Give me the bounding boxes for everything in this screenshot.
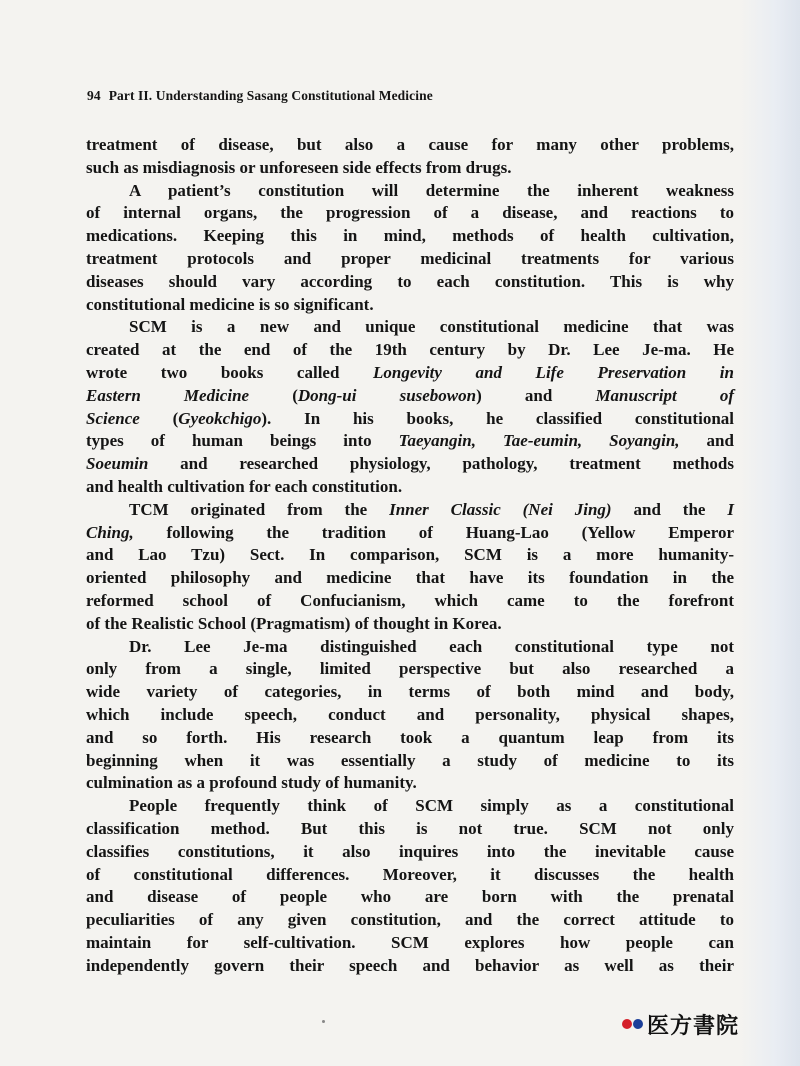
scan-speck [322, 1020, 325, 1023]
text-segment: SCM is a new and unique constitutional medicine that was [129, 317, 734, 337]
text-segment: created at the end of the 19th century by Dr. Lee Je-ma. He [86, 340, 734, 360]
text-line [86, 522, 734, 545]
text-line [86, 841, 734, 864]
text-segment: and Lao Tzu) Sect. In comparison, SCM is a more humanity- [86, 545, 734, 565]
italic-title-text: Ching, [86, 522, 134, 542]
text-line [86, 157, 734, 180]
text-line [86, 408, 734, 431]
text-segment: culmination as a profound study of humanity. [86, 773, 417, 793]
italic-title-text: Manuscript of [595, 385, 734, 405]
text-segment: independently govern their speech and behavior as well as their [86, 955, 734, 975]
text-line [86, 180, 734, 203]
text-line [86, 385, 734, 408]
text-segment: TCM originated from the [129, 499, 390, 519]
text-segment: which include speech, conduct and personality, physical shapes, [86, 704, 734, 724]
text-segment: of internal organs, the progression of a disease, and reactions to [86, 203, 734, 223]
text-segment: of constitutional differences. Moreover, it discusses the health [86, 864, 734, 884]
text-segment: peculiarities of any given constitution, and the correct attitude to [86, 910, 734, 930]
running-head [87, 88, 707, 104]
text-line [86, 225, 734, 248]
italic-title-text: Inner Classic (Nei Jing) [389, 499, 612, 519]
text-line [86, 613, 734, 636]
text-segment: constitutional medicine is so significant. [86, 294, 374, 314]
italic-title-text: Taeyangin, Tae-eumin, Soyangin, [398, 431, 680, 451]
text-line [86, 681, 734, 704]
text-line [86, 909, 734, 932]
italic-title-text: Soeumin [86, 454, 149, 474]
logo-red-dot-icon [622, 1019, 632, 1029]
italic-title-text: Dong-ui susebowon [297, 385, 477, 405]
text-segment: and [679, 431, 734, 451]
text-segment: following the tradition of Huang-Lao (Yellow Emperor [133, 522, 734, 542]
text-segment: beginning when it was essentially a study of medicine to its [86, 750, 734, 770]
text-segment: and so forth. His research took a quantum leap from its [86, 727, 734, 747]
body-text [86, 134, 734, 977]
text-line [86, 886, 734, 909]
text-line [86, 658, 734, 681]
text-line [86, 795, 734, 818]
text-line [86, 864, 734, 887]
text-segment: only from a single, limited perspective but also researched a [86, 659, 734, 679]
text-line [86, 316, 734, 339]
text-line [86, 932, 734, 955]
text-line [86, 339, 734, 362]
text-segment: Dr. Lee Je-ma distinguished each constitutional type not [129, 636, 734, 656]
publisher-logo-text: 医方書院 [647, 1012, 740, 1039]
text-line [86, 727, 734, 750]
text-segment: classifies constitutions, it also inquires into the inevitable cause [86, 841, 734, 861]
italic-title-text: Science [86, 408, 140, 428]
text-line [86, 772, 734, 795]
text-segment: and researched physiology, pathology, treatment methods [148, 454, 734, 474]
italic-title-text: I [727, 499, 734, 519]
italic-title-text: Eastern Medicine [86, 385, 250, 405]
text-segment: A patient’s constitution will determine the inherent weakness [129, 180, 734, 200]
text-line [86, 750, 734, 773]
text-line [86, 453, 734, 476]
text-line [86, 590, 734, 613]
text-segment: types of human beings into [86, 431, 399, 451]
text-segment: oriented philosophy and medicine that have its foundation in the [86, 568, 734, 588]
text-line [86, 818, 734, 841]
text-segment: treatment of disease, but also a cause for many other problems, [86, 135, 734, 154]
text-segment: wrote two books called [86, 362, 374, 382]
text-line [86, 430, 734, 453]
text-segment: diseases should vary according to each constitution. This is why [86, 271, 734, 291]
text-segment: ( [139, 408, 179, 428]
text-line [86, 567, 734, 590]
text-line [86, 271, 734, 294]
text-line [86, 248, 734, 271]
text-segment: and disease of people who are born with the prenatal [86, 887, 734, 907]
logo-blue-dot-icon [633, 1019, 643, 1029]
text-line [86, 955, 734, 978]
text-line [86, 476, 734, 499]
text-line [86, 294, 734, 317]
text-line [86, 636, 734, 659]
text-segment: ( [249, 385, 298, 405]
text-segment: of the Realistic School (Pragmatism) of thought in Korea. [86, 613, 502, 633]
publisher-logo [622, 1010, 739, 1038]
text-line [86, 499, 734, 522]
text-segment: and the [611, 499, 728, 519]
running-title: Part II. Understanding Sasang Constitutional Medicine [108, 88, 433, 103]
text-segment: medications. Keeping this in mind, methods of health cultivation, [86, 226, 734, 246]
text-segment: maintain for self-cultivation. SCM explores how people can [86, 932, 734, 952]
page-number: 94 [87, 88, 101, 103]
text-segment: ). In his books, he classified constitutional [261, 408, 734, 428]
text-segment: People frequently think of SCM simply as a constitutional [129, 796, 734, 816]
text-segment: classification method. But this is not true. SCM not only [86, 818, 734, 838]
text-segment: such as misdiagnosis or unforeseen side effects from drugs. [86, 157, 512, 177]
text-segment: treatment protocols and proper medicinal treatments for various [86, 248, 734, 268]
text-line [86, 362, 734, 385]
text-line [86, 202, 734, 225]
page-edge-shadow [740, 0, 800, 1066]
text-segment: reformed school of Confucianism, which came to the forefront [86, 590, 734, 610]
text-line [86, 134, 734, 157]
text-segment: ) and [476, 385, 596, 405]
text-line [86, 544, 734, 567]
text-segment: wide variety of categories, in terms of both mind and body, [86, 682, 734, 702]
text-line [86, 704, 734, 727]
italic-title-text: Longevity and Life Preservation in [373, 362, 734, 382]
italic-title-text: Gyeokchigo [178, 408, 262, 428]
text-segment: and health cultivation for each constitution. [86, 476, 403, 496]
